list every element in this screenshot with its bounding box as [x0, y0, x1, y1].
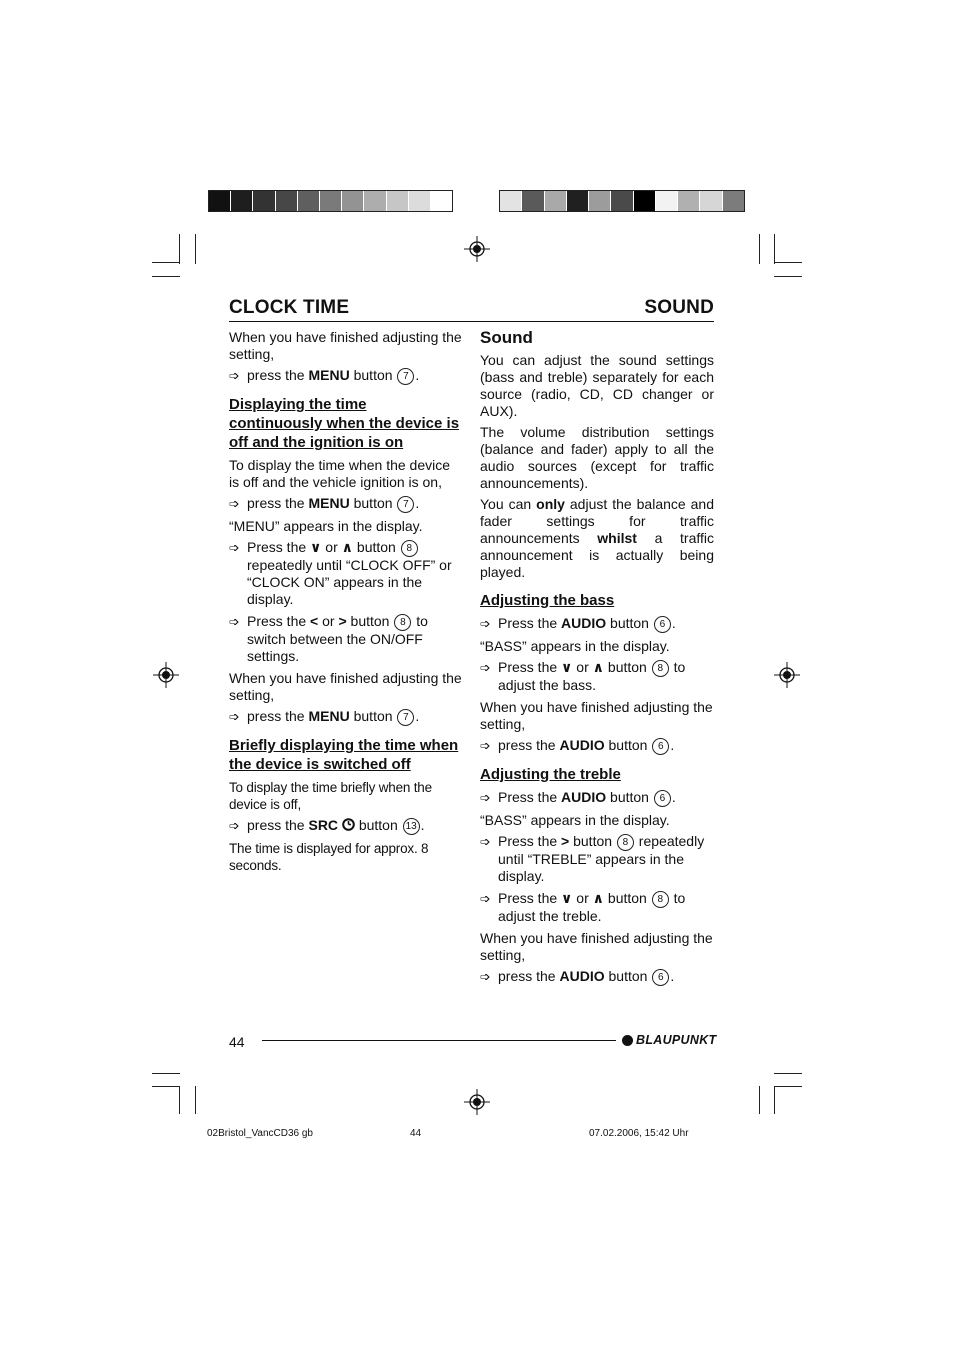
color-swatch	[320, 191, 342, 211]
page-title-right: SOUND	[644, 297, 714, 318]
crop-mark	[774, 276, 802, 277]
color-swatch	[209, 191, 231, 211]
down-arrow-icon: ∨	[561, 659, 573, 675]
crop-mark	[774, 1086, 802, 1087]
button-number-badge: 8	[652, 891, 669, 908]
color-swatch	[634, 191, 656, 211]
registration-mark-icon	[464, 236, 490, 262]
print-meta-file: 02Bristol_VancCD36 gb	[207, 1128, 313, 1139]
color-strip-left	[208, 190, 453, 212]
registration-mark-icon	[153, 662, 179, 688]
arrow-icon: ➩	[229, 614, 240, 629]
crop-mark	[195, 1086, 196, 1114]
up-arrow-icon: ∧	[341, 539, 354, 555]
right-column	[480, 329, 714, 991]
color-swatch	[656, 191, 678, 211]
crop-mark	[179, 234, 180, 264]
print-meta-page: 44	[410, 1128, 422, 1139]
color-swatch	[611, 191, 633, 211]
paragraph: You can adjust the sound settings (bass and treble) separately for each source (radio, CD, CD changer or AUX).	[480, 352, 714, 419]
section-title: Sound	[480, 328, 533, 347]
paragraph: To display the time briefly when the device is off,	[229, 780, 432, 812]
section-heading: Adjusting the treble	[480, 766, 621, 783]
header-rule	[229, 321, 714, 322]
color-swatch	[298, 191, 320, 211]
button-number-badge: 8	[652, 660, 669, 677]
instruction-step: ➩ Press the AUDIO button 6 .	[480, 615, 676, 631]
crop-mark	[152, 276, 180, 277]
arrow-icon: ➩	[229, 818, 240, 833]
arrow-icon: ➩	[480, 834, 491, 849]
button-number-badge: 13	[403, 818, 420, 835]
crop-mark	[179, 1086, 180, 1114]
button-number-badge: 6	[652, 969, 669, 986]
button-number-badge: 7	[397, 709, 414, 726]
left-arrow-icon: <	[310, 613, 319, 629]
crop-mark	[195, 234, 196, 264]
color-swatch	[276, 191, 298, 211]
instruction-step: ➩ press the AUDIO button 6 .	[480, 737, 675, 753]
page-title-left: CLOCK TIME	[229, 297, 350, 318]
arrow-icon: ➩	[229, 709, 240, 724]
down-arrow-icon: ∨	[310, 539, 322, 555]
color-swatch	[231, 191, 253, 211]
paragraph: The time is displayed for approx. 8 seconds.	[229, 841, 429, 873]
instruction-step: ➩ Press the ∨ or ∧ button 8 to adjust the bass.	[480, 659, 686, 693]
arrow-icon: ➩	[480, 790, 491, 805]
arrow-icon: ➩	[229, 368, 240, 383]
page-number: 44	[229, 1034, 245, 1050]
paragraph: “MENU” appears in the display.	[229, 518, 423, 534]
crop-mark	[774, 1073, 802, 1074]
button-number-badge: 8	[394, 614, 411, 631]
paragraph: The volume distribution settings (balance and fader) apply to all the audio sources (except for traffic announcements).	[480, 424, 714, 491]
color-swatch	[700, 191, 722, 211]
crop-mark	[152, 1086, 180, 1087]
section-heading: Displaying the time continuously when the device is off and the ignition is on	[229, 396, 460, 451]
button-number-badge: 7	[397, 496, 414, 513]
crop-mark	[759, 1086, 760, 1114]
paragraph: To display the time when the device is off and the vehicle ignition is on,	[229, 457, 451, 490]
right-arrow-icon: >	[338, 613, 347, 629]
button-number-badge: 7	[397, 368, 414, 385]
crop-mark	[152, 262, 180, 263]
color-swatch	[678, 191, 700, 211]
right-arrow-icon: >	[561, 833, 570, 849]
instruction-step: ➩ press the AUDIO button 6 .	[480, 968, 675, 984]
instruction-step: ➩ press the MENU button 7 .	[229, 367, 420, 383]
arrow-icon: ➩	[480, 738, 491, 753]
arrow-icon: ➩	[480, 891, 491, 906]
color-swatch	[522, 191, 544, 211]
color-swatch	[409, 191, 431, 211]
paragraph: When you have finished adjusting the setting,	[229, 670, 462, 703]
button-number-badge: 8	[401, 540, 418, 557]
registration-mark-icon	[774, 662, 800, 688]
button-number-badge: 6	[654, 616, 671, 633]
arrow-icon: ➩	[480, 660, 491, 675]
print-meta-date: 07.02.2006, 15:42 Uhr	[589, 1128, 689, 1139]
color-swatch	[567, 191, 589, 211]
crop-mark	[774, 262, 802, 263]
instruction-step: ➩ press the MENU button 7 .	[229, 495, 420, 511]
brand-dot-icon	[622, 1035, 633, 1046]
paragraph: “BASS” appears in the display.	[480, 812, 670, 828]
section-heading: Briefly displaying the time when the device is switched off	[229, 737, 459, 773]
instruction-step: ➩ press the SRC button 13 .	[229, 817, 425, 833]
color-swatch	[342, 191, 364, 211]
arrow-icon: ➩	[480, 969, 491, 984]
instruction-step: ➩ Press the ∨ or ∧ button 8 repeatedly until “CLOCK OFF” or “CLOCK ON” appears in the display.	[229, 539, 452, 607]
color-swatch	[253, 191, 275, 211]
crop-mark	[774, 234, 775, 264]
footer-rule	[262, 1040, 616, 1041]
clock-icon	[342, 818, 355, 831]
color-swatch	[545, 191, 567, 211]
arrow-icon: ➩	[229, 540, 240, 555]
up-arrow-icon: ∧	[592, 659, 605, 675]
instruction-step: ➩ Press the AUDIO button 6 .	[480, 789, 676, 805]
brand-logo: BLAUPUNKT	[622, 1033, 716, 1047]
instruction-step: ➩ Press the < or > button 8 to switch between the ON/OFF settings.	[229, 613, 428, 664]
color-strip-right	[499, 190, 745, 212]
arrow-icon: ➩	[480, 616, 491, 631]
registration-mark-icon	[464, 1089, 490, 1115]
left-column	[229, 329, 463, 878]
color-swatch	[723, 191, 744, 211]
paragraph: When you have finished adjusting the setting,	[229, 329, 462, 362]
paragraph: “BASS” appears in the display.	[480, 638, 670, 654]
instruction-step: ➩ Press the > button 8 repeatedly until “TREBLE” appears in the display.	[480, 833, 705, 884]
color-swatch	[364, 191, 386, 211]
instruction-step: ➩ Press the ∨ or ∧ button 8 to adjust the treble.	[480, 890, 686, 924]
down-arrow-icon: ∨	[561, 890, 573, 906]
color-swatch	[431, 191, 452, 211]
paragraph: When you have finished adjusting the setting,	[480, 699, 713, 732]
paragraph: When you have finished adjusting the setting,	[480, 930, 713, 963]
button-number-badge: 6	[654, 790, 671, 807]
paragraph: You can only adjust the balance and fader settings for traffic announcements whilst a traffic announcement is actually being played.	[480, 496, 715, 580]
color-swatch	[387, 191, 409, 211]
arrow-icon: ➩	[229, 496, 240, 511]
up-arrow-icon: ∧	[592, 890, 605, 906]
crop-mark	[152, 1073, 180, 1074]
color-swatch	[589, 191, 611, 211]
crop-mark	[774, 1086, 775, 1114]
color-swatch	[500, 191, 522, 211]
crop-mark	[759, 234, 760, 264]
button-number-badge: 6	[652, 738, 669, 755]
instruction-step: ➩ press the MENU button 7 .	[229, 708, 420, 724]
button-number-badge: 8	[617, 834, 634, 851]
section-heading: Adjusting the bass	[480, 592, 615, 609]
